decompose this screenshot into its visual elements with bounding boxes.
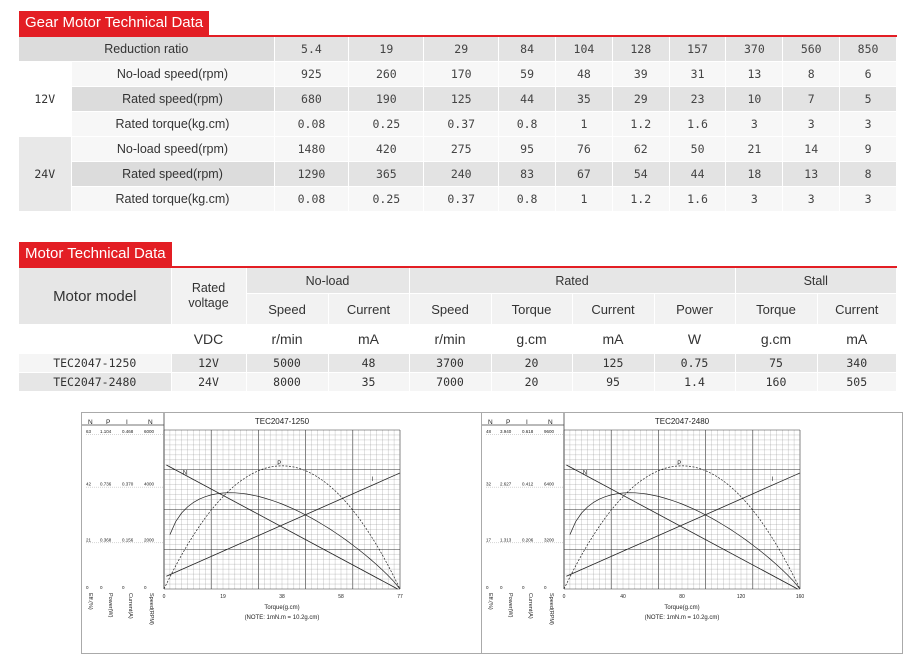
model-cell: TEC2047-2480 [19, 373, 171, 392]
value-cell: 160 [735, 373, 817, 392]
value-cell: 18 [726, 162, 783, 187]
voltage-label: 12V [19, 62, 71, 137]
voltage-label: 24V [19, 137, 71, 212]
header-letter: N [148, 419, 153, 426]
unit-cell: r/min [246, 325, 328, 354]
unit-cell: VDC [171, 325, 246, 354]
value-cell: 20 [491, 373, 572, 392]
x-tick-label: 120 [736, 594, 746, 600]
axis-value: 3200 [544, 537, 555, 543]
axis-value: 6000 [144, 429, 155, 434]
x-tick-label: 19 [220, 594, 226, 600]
value-cell: 8000 [246, 373, 328, 392]
header-letter: I [526, 419, 528, 426]
value-cell: 1.2 [612, 187, 669, 212]
ratio-row [19, 37, 897, 62]
value-cell: 7000 [409, 373, 491, 392]
value-cell: 3 [840, 112, 897, 137]
unit-cell: g.cm [491, 325, 572, 354]
ratio-cell: 104 [556, 37, 613, 62]
curve-label: N [582, 470, 588, 477]
value-cell: 0.08 [274, 187, 349, 212]
row-label: Rated torque(kg.cm) [71, 187, 274, 212]
value-cell: 31 [669, 62, 726, 87]
value-cell: 365 [349, 162, 424, 187]
curve-label: I [771, 476, 774, 483]
value-cell: 21 [726, 137, 783, 162]
row-label: Rated torque(kg.cm) [71, 112, 274, 137]
value-cell: 3 [726, 112, 783, 137]
ratio-label: Reduction ratio [19, 37, 274, 62]
value-cell: 340 [817, 354, 897, 373]
axis-name: Speed(RPM) [148, 593, 154, 625]
x-axis-label: Torque(g.cm) [664, 605, 700, 611]
unit-spacer [19, 325, 171, 354]
table-row [19, 162, 897, 187]
table-row [19, 373, 897, 392]
axis-value: 0.412 [522, 481, 534, 487]
table-row [19, 112, 897, 137]
group-header-rated: Rated [409, 268, 735, 294]
ratio-cell: 29 [424, 37, 499, 62]
axis-value: 0.618 [522, 429, 534, 434]
axis-value: 3.940 [500, 429, 512, 434]
curve-label: P [277, 460, 282, 467]
value-cell: 505 [817, 373, 897, 392]
value-cell: 1.4 [654, 373, 735, 392]
axis-value: 1.313 [500, 537, 512, 543]
value-cell: 0.75 [654, 354, 735, 373]
axis-value: 4000 [144, 481, 155, 487]
value-cell: 44 [669, 162, 726, 187]
axis-name: Power(W) [507, 593, 513, 618]
value-cell: 0.08 [274, 112, 349, 137]
axis-value: 0 [544, 585, 547, 590]
value-cell: 3 [726, 187, 783, 212]
axis-value: 32 [486, 481, 492, 487]
value-cell: 0.8 [499, 112, 556, 137]
unit-cell: mA [572, 325, 654, 354]
header-letter: I [126, 419, 128, 426]
axis-value: 2000 [144, 537, 155, 543]
value-cell: 35 [556, 87, 613, 112]
axis-value: 21 [86, 537, 92, 543]
value-cell: 1 [556, 187, 613, 212]
axis-value: 6400 [544, 481, 555, 487]
x-tick-label: 40 [620, 594, 626, 600]
subheader: Speed [409, 294, 491, 325]
subheader: Power [654, 294, 735, 325]
value-cell: 14 [783, 137, 840, 162]
value-cell: 95 [499, 137, 556, 162]
value-cell: 0.25 [349, 187, 424, 212]
gear-section-title: Gear Motor Technical Data [19, 11, 209, 35]
value-cell: 0.8 [499, 187, 556, 212]
header-letter: P [106, 419, 111, 426]
subheader: Current [572, 294, 654, 325]
efficiency-curve [170, 493, 400, 589]
value-cell: 0.37 [424, 112, 499, 137]
header-letter: P [506, 419, 511, 426]
axis-value: 48 [486, 429, 492, 434]
value-cell: 8 [783, 62, 840, 87]
header-letter: N [88, 419, 93, 426]
value-cell: 5 [840, 87, 897, 112]
subheader: Current [328, 294, 409, 325]
axis-name: Current(A) [127, 593, 133, 619]
value-cell: 48 [328, 354, 409, 373]
value-cell: 1.6 [669, 187, 726, 212]
ratio-cell: 5.4 [274, 37, 349, 62]
value-cell: 6 [840, 62, 897, 87]
graph-title: TEC2047-1250 [254, 417, 310, 426]
value-cell: 1290 [274, 162, 349, 187]
group-header-noload: No-load [246, 268, 409, 294]
ratio-cell: 560 [783, 37, 840, 62]
value-cell: 59 [499, 62, 556, 87]
axis-name: Current(A) [527, 593, 533, 619]
value-cell: 125 [572, 354, 654, 373]
axis-value: 0 [100, 585, 103, 590]
row-label: No-load speed(rpm) [71, 62, 274, 87]
motor-data-table [19, 268, 897, 392]
x-axis-label: Torque(g.cm) [264, 605, 300, 611]
performance-graph-1250 [81, 412, 503, 654]
value-cell: 39 [612, 62, 669, 87]
axis-value: 2.627 [500, 481, 512, 487]
value-cell: 925 [274, 62, 349, 87]
axis-value: 42 [86, 481, 92, 487]
value-cell: 83 [499, 162, 556, 187]
value-cell: 3 [783, 112, 840, 137]
graph-note: (NOTE: 1mN.m = 10.2g.cm) [244, 615, 320, 621]
ratio-cell: 370 [726, 37, 783, 62]
graph-note: (NOTE: 1mN.m = 10.2g.cm) [644, 615, 720, 621]
ratio-cell: 850 [840, 37, 897, 62]
subheader: Current [817, 294, 897, 325]
value-cell: 0.25 [349, 112, 424, 137]
value-cell: 10 [726, 87, 783, 112]
value-cell: 8 [840, 162, 897, 187]
subheader: Speed [246, 294, 328, 325]
table-row [19, 87, 897, 112]
value-cell: 170 [424, 62, 499, 87]
row-label: Rated speed(rpm) [71, 87, 274, 112]
value-cell: 190 [349, 87, 424, 112]
table-row [19, 137, 897, 162]
ratio-cell: 19 [349, 37, 424, 62]
graph-title: TEC2047-2480 [654, 417, 710, 426]
axis-value: 9600 [544, 429, 555, 434]
voltage-header: Rated voltage [171, 268, 246, 325]
value-cell: 23 [669, 87, 726, 112]
curve-label: N [182, 470, 188, 477]
unit-cell: r/min [409, 325, 491, 354]
value-cell: 29 [612, 87, 669, 112]
x-tick-label: 160 [795, 594, 805, 600]
value-cell: 5000 [246, 354, 328, 373]
x-tick-label: 58 [338, 594, 344, 600]
subheader: Torque [491, 294, 572, 325]
value-cell: 3700 [409, 354, 491, 373]
value-cell: 20 [491, 354, 572, 373]
axis-value: 0.156 [122, 537, 134, 543]
value-cell: 95 [572, 373, 654, 392]
x-tick-label: 77 [397, 594, 403, 600]
ratio-cell: 128 [612, 37, 669, 62]
curve-label: P [677, 460, 682, 467]
axis-name: Power(W) [107, 593, 113, 618]
value-cell: 67 [556, 162, 613, 187]
value-cell: 1480 [274, 137, 349, 162]
value-cell: 3 [840, 187, 897, 212]
value-cell: 1 [556, 112, 613, 137]
value-cell: 1.6 [669, 112, 726, 137]
axis-name: Eff.(%) [487, 593, 493, 610]
ratio-cell: 84 [499, 37, 556, 62]
gear-data-table [19, 37, 897, 212]
value-cell: 240 [424, 162, 499, 187]
row-label: No-load speed(rpm) [71, 137, 274, 162]
value-cell: 48 [556, 62, 613, 87]
value-cell: 75 [735, 354, 817, 373]
value-cell: 35 [328, 373, 409, 392]
performance-graph-2480 [481, 412, 903, 654]
unit-cell: g.cm [735, 325, 817, 354]
table-row [19, 62, 897, 87]
table-row [19, 187, 897, 212]
axis-value: 17 [486, 537, 492, 543]
axis-value: 0 [486, 585, 489, 590]
value-cell: 0.37 [424, 187, 499, 212]
table-row [19, 354, 897, 373]
x-tick-label: 38 [279, 594, 285, 600]
value-cell: 680 [274, 87, 349, 112]
efficiency-curve [570, 493, 800, 589]
unit-cell: mA [328, 325, 409, 354]
unit-cell: W [654, 325, 735, 354]
value-cell: 1.2 [612, 112, 669, 137]
header-letter: N [488, 419, 493, 426]
subheader: Torque [735, 294, 817, 325]
axis-value: 0.368 [100, 537, 112, 543]
model-header: Motor model [19, 268, 171, 325]
value-cell: 44 [499, 87, 556, 112]
current-curve [566, 470, 800, 576]
value-cell: 125 [424, 87, 499, 112]
axis-value: 0 [522, 585, 525, 590]
x-tick-label: 0 [562, 594, 566, 600]
axis-value: 0 [500, 585, 503, 590]
axis-value: 0 [86, 585, 89, 590]
value-cell: 13 [783, 162, 840, 187]
axis-value: 0.736 [100, 481, 112, 487]
unit-cell: mA [817, 325, 897, 354]
group-header-stall: Stall [735, 268, 897, 294]
value-cell: 7 [783, 87, 840, 112]
value-cell: 275 [424, 137, 499, 162]
value-cell: 13 [726, 62, 783, 87]
axis-value: 1.104 [100, 429, 112, 434]
axis-value: 63 [86, 429, 92, 434]
current-curve [166, 470, 400, 576]
curve-label: I [371, 476, 374, 483]
value-cell: 3 [783, 187, 840, 212]
header-letter: N [548, 419, 553, 426]
axis-value: 0.370 [122, 481, 134, 487]
axis-name: Speed(RPM) [548, 593, 554, 625]
axis-name: Eff.(%) [87, 593, 93, 610]
value-cell: 420 [349, 137, 424, 162]
x-tick-label: 80 [679, 594, 685, 600]
motor-section-title: Motor Technical Data [19, 242, 172, 266]
value-cell: 24V [171, 373, 246, 392]
axis-value: 0 [144, 585, 147, 590]
value-cell: 76 [556, 137, 613, 162]
value-cell: 12V [171, 354, 246, 373]
value-cell: 260 [349, 62, 424, 87]
value-cell: 54 [612, 162, 669, 187]
ratio-cell: 157 [669, 37, 726, 62]
axis-value: 0 [122, 585, 125, 590]
axis-value: 0.468 [122, 429, 134, 434]
axis-value: 0.206 [522, 537, 534, 543]
value-cell: 50 [669, 137, 726, 162]
value-cell: 9 [840, 137, 897, 162]
x-tick-label: 0 [162, 594, 166, 600]
row-label: Rated speed(rpm) [71, 162, 274, 187]
model-cell: TEC2047-1250 [19, 354, 171, 373]
value-cell: 62 [612, 137, 669, 162]
